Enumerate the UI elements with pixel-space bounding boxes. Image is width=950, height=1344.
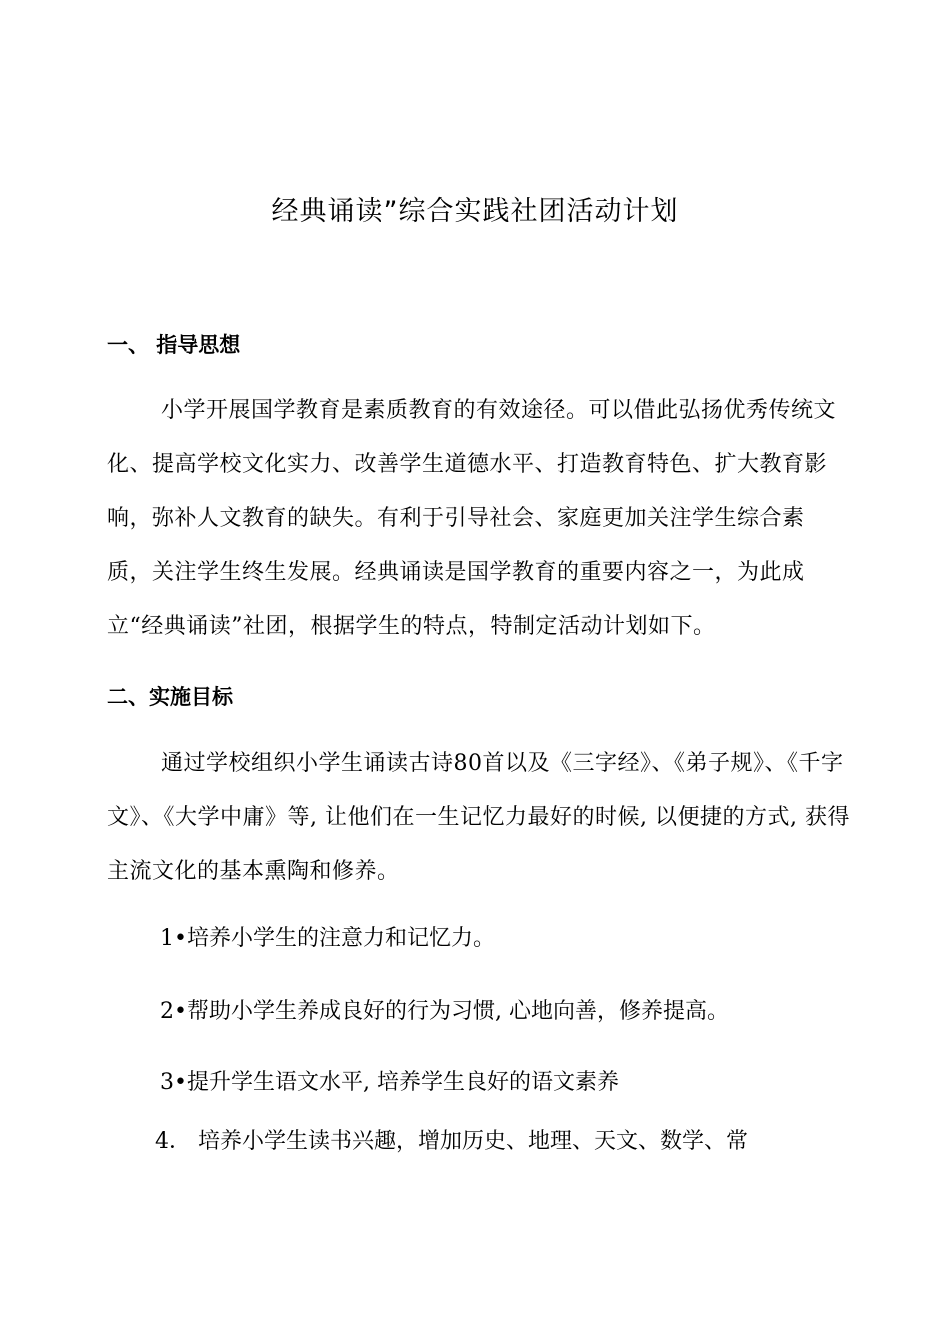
section-paragraph-implementation-goals: 通过学校组织小学生诵读古诗80首以及《三字经》、《弟子规》、《千字文》、《大学中庸》等, 让他们在一生记忆力最好的时候, 以便捷的方式, 获得主流文化的基本熏陶和修养。 (107, 751, 850, 884)
goal-list-item: 3•提升学生语文水平, 培养学生良好的语文素养 (160, 1070, 619, 1095)
section-heading-implementation-goals: 二、实施目标 (107, 685, 233, 709)
section-heading-guiding-ideology: 一、 指导思想 (107, 333, 241, 357)
document-title: 经典诵读”综合实践社团活动计划 (271, 196, 679, 227)
goal-list-item: 4． 培养小学生读书兴趣，增加历史、地理、天文、数学、常 (155, 1129, 748, 1154)
section-paragraph-guiding-ideology: 小学开展国学教育是素质教育的有效途径。可以借此弘扬优秀传统文化、提高学校文化实力、改善学生道德水平、打造教育特色、扩大教育影响，弥补人文教育的缺失。有利于引导社会、家庭更加关注学生综合素质，关注学生终生发展。经典诵读是国学教育的重要内容之一，为此成立“经典诵读”社团，根据学生的特点，特制定活动计划如下。 (107, 398, 837, 639)
goal-list-item: 1•培养小学生的注意力和记忆力。 (160, 926, 495, 951)
goal-list-item: 2•帮助小学生养成良好的行为习惯, 心地向善，修养提高。 (160, 999, 729, 1024)
